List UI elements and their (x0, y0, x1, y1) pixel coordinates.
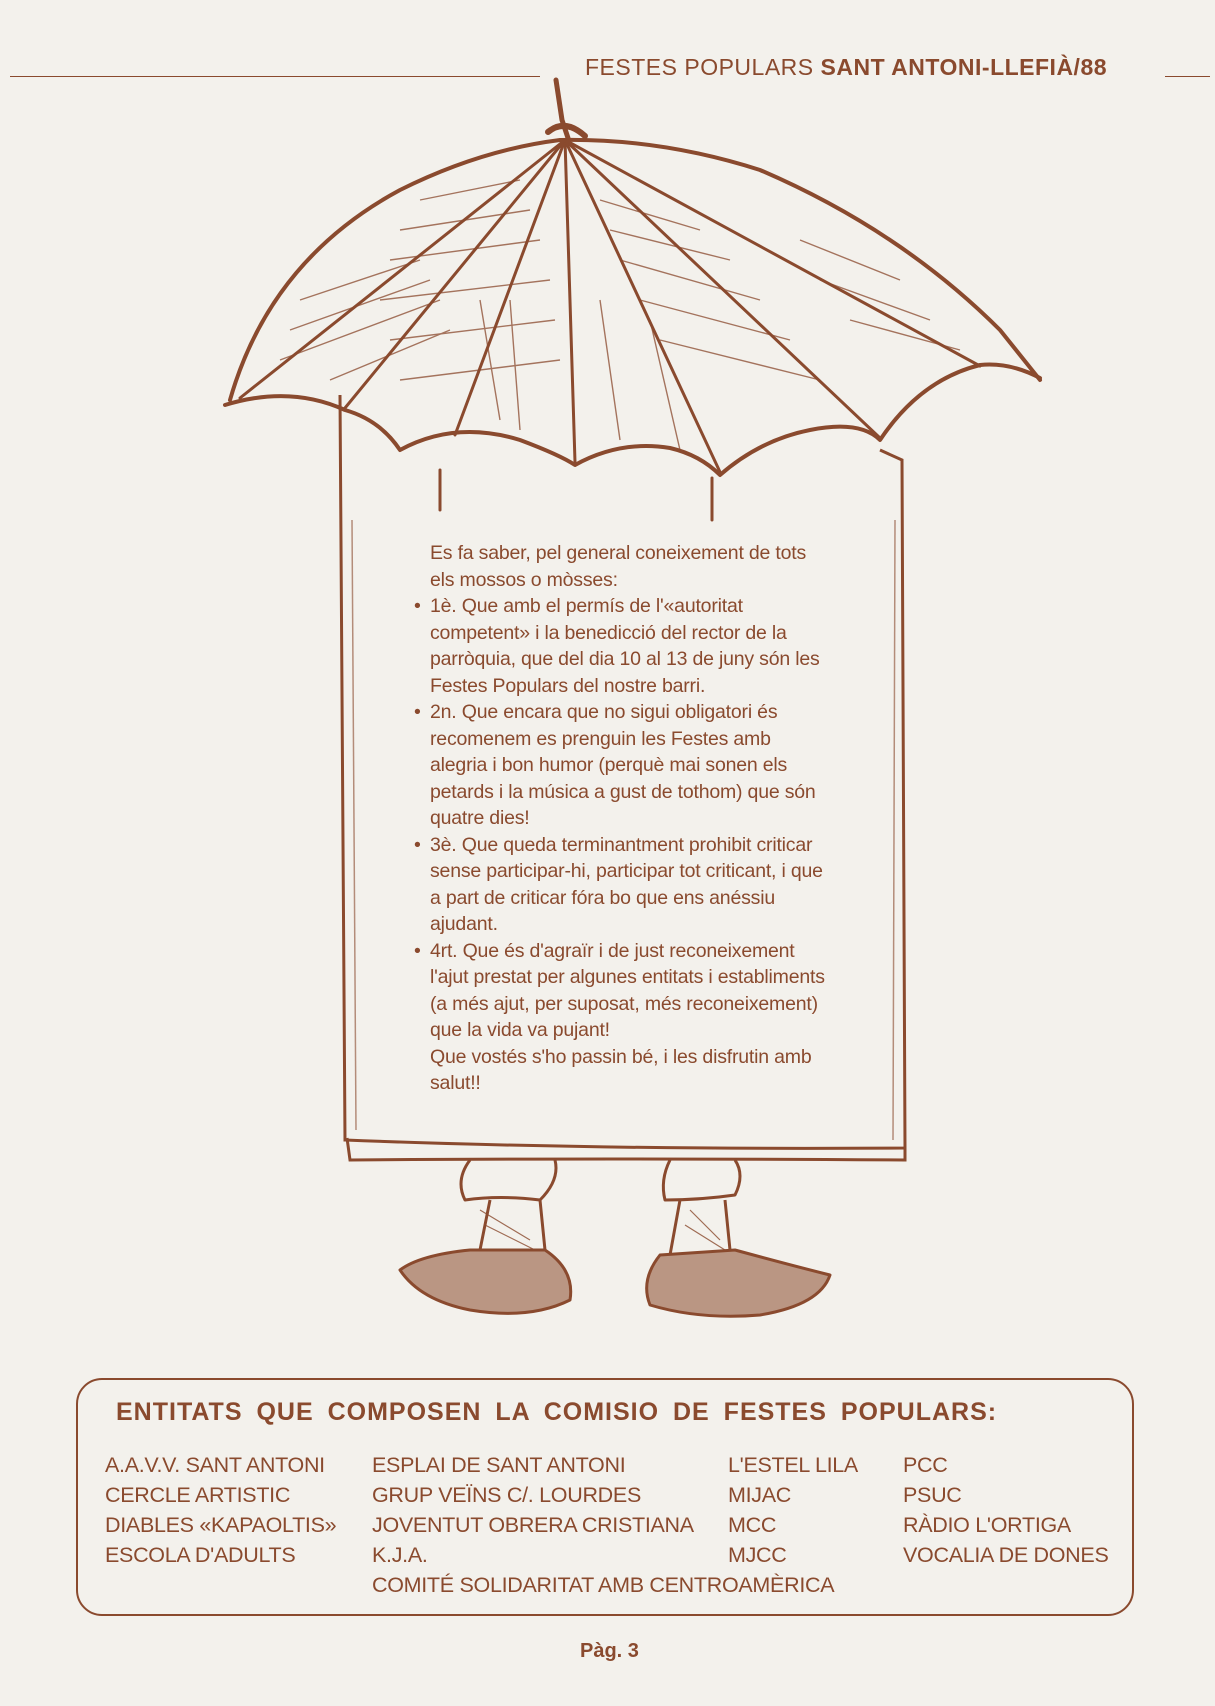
entities-column-4 (903, 1450, 1109, 1570)
entity-item: JOVENTUT OBRERA CRISTIANA (372, 1513, 694, 1537)
entity-item: VOCALIA DE DONES (903, 1543, 1109, 1567)
bullet: • (414, 595, 421, 617)
entities-column-1 (105, 1450, 336, 1570)
header-title-bold: SANT ANTONI-LLEFIÀ/88 (820, 54, 1108, 80)
entity-item: K.J.A. (372, 1543, 428, 1567)
entity-item: L'ESTEL LILA (728, 1453, 858, 1477)
entity-item: RÀDIO L'ORTIGA (903, 1513, 1071, 1537)
bullet: • (414, 833, 421, 856)
entity-item: A.A.V.V. SANT ANTONI (105, 1453, 325, 1477)
entity-item: DIABLES «KAPAOLTIS» (105, 1513, 337, 1537)
entity-item: PSUC (903, 1483, 962, 1507)
header-title-regular: FESTES POPULARS (585, 54, 814, 80)
proclamation-item-text: 1è. Que amb el permís de l'«autoritat competent» i la benedicció del rector de la parròquia, que del dia 10 al 13 de juny són les Festes Populars del nostre barri. (430, 595, 820, 697)
entity-item: MIJAC (728, 1483, 792, 1507)
entity-item: MJCC (728, 1543, 787, 1567)
entity-item: ESPLAI DE SANT ANTONI (372, 1453, 626, 1477)
entities-column-3 (728, 1450, 858, 1570)
entity-item: MCC (728, 1513, 777, 1537)
entity-item: CERCLE ARTISTIC (105, 1483, 291, 1507)
proclamation-item-2 (414, 699, 830, 832)
bullet: • (414, 701, 421, 723)
bullet: • (414, 939, 421, 962)
proclamation-item-4 (414, 938, 830, 1044)
proclamation-item-text: 2n. Que encara que no sigui obligatori és recomenem es prenguin les Festes amb alegria i bon humor (perquè mai sonen els petards i la música a gust de tothom) que són quatre dies! (430, 701, 816, 829)
entity-item: GRUP VEÏNS C/. LOURDES (372, 1483, 641, 1507)
proclamation-item-3 (414, 832, 830, 938)
entity-item: PCC (903, 1453, 948, 1477)
proclamation-intro: Es fa saber, pel general coneixement de tots els mossos o mòsses: (430, 542, 807, 591)
proclamation-item-1 (414, 593, 830, 699)
proclamation-item-text: 3è. Que queda terminantment prohibit criticar sense participar-hi, participar tot criticant, i que a part de criticar fóra bo que ens anéssiu ajudant. (430, 833, 823, 935)
page-number: Pàg. 3 (580, 1640, 639, 1662)
entity-item: ESCOLA D'ADULTS (105, 1543, 296, 1567)
entities-title: ENTITATS QUE COMPOSEN LA COMISIO DE FESTES POPULARS: (116, 1398, 998, 1426)
proclamation-closing: Que vostés s'ho passin bé, i les disfrutin amb salut!! (430, 1045, 812, 1094)
proclamation-item-text: 4rt. Que és d'agraïr i de just reconeixement l'ajut prestat per algunes entitats i establiments (a més ajut, per suposat, més reconeixement) que la vida va pujant! (430, 939, 825, 1041)
proclamation (414, 540, 830, 1097)
entity-item: COMITÉ SOLIDARITAT AMB CENTROAMÈRICA (372, 1573, 835, 1597)
